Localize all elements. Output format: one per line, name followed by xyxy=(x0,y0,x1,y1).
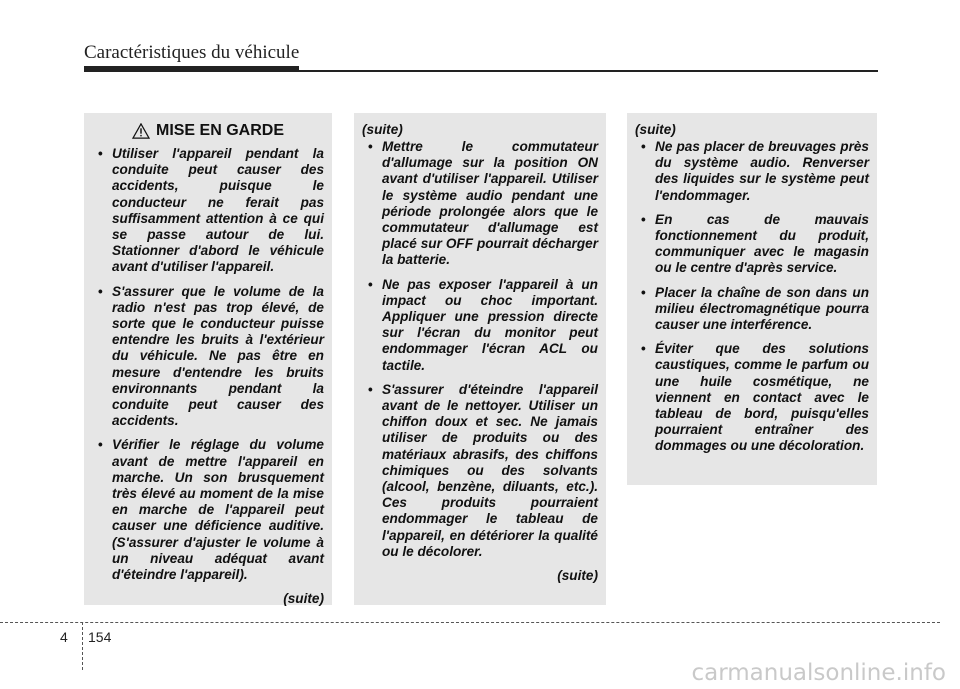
warning-heading xyxy=(92,122,324,140)
warning-list-col1 xyxy=(92,146,324,583)
watermark: carmanualsonline.info xyxy=(691,660,946,686)
list-item: • Mettre le commutateur d'allumage sur la position ON avant d'utiliser l'appareil. Utiliser le système audio pendant une période prolongée alors que le commutateur d'allumage est placé sur OFF pourrait décharger la batterie. xyxy=(368,139,598,268)
warning-panel-col2 xyxy=(354,113,606,605)
suite-continued-label: (suite) xyxy=(283,591,324,607)
list-item: • Ne pas exposer l'appareil à un impact ou choc important. Appliquer une pression directe sur l'écran du monitor peut endommager l'écran ACL ou tactile. xyxy=(368,276,598,373)
list-item: • Ne pas placer de breuvages près du système audio. Renverser des liquides sur le système peut l'endommager. xyxy=(641,139,869,203)
list-item: • Placer la chaîne de son dans un milieu électromagnétique pourra causer une interférence. xyxy=(641,284,869,333)
footer-dashed-rule xyxy=(0,622,940,623)
list-item: • S'assurer que le volume de la radio n'est pas trop élevé, de sorte que le conducteur puisse entendre les bruits à l'extérieur du véhicule. Ne pas être en mesure d'entendre les bruits environnants pendant la conduite peut causer des accidents. xyxy=(98,283,324,429)
chapter-number: 4 xyxy=(60,629,68,645)
footer-dashed-divider xyxy=(82,622,83,670)
warning-heading-text: MISE EN GARDE xyxy=(155,122,284,139)
warning-triangle-icon xyxy=(132,123,150,139)
list-item: • En cas de mauvais fonctionnement du produit, communiquer avec le magasin ou le centre d'après service. xyxy=(641,211,869,276)
suite-continued-label: (suite) xyxy=(557,568,598,584)
list-item: • Éviter que des solutions caustiques, comme le parfum ou une huile cosmétique, ne viennent en contact avec le tableau de bord, puisqu'elles pourraient entraîner des dommages ou une décoloration. xyxy=(641,341,869,454)
suite-label: (suite) xyxy=(635,122,676,137)
list-item: • Vérifier le réglage du volume avant de mettre l'appareil en marche. Un son brusquement très élevé au moment de la mise en marche de l'appareil peut causer une déficience auditive. (S'assurer d'ajuster le volume à un niveau adéquat avant d'éteindre l'appareil). xyxy=(98,437,324,583)
warning-panel-col3 xyxy=(627,113,877,485)
warning-list-col3 xyxy=(635,139,869,455)
header-rule xyxy=(84,70,878,72)
warning-panel-col1 xyxy=(84,113,332,605)
list-item: • Utiliser l'appareil pendant la conduite peut causer des accidents, puisque le conducteur ne ferait pas suffisamment attention à ce qui se passe autour de lui. Stationner d'abord le véhicule avant d'utiliser l'appareil. xyxy=(98,146,324,275)
page-number: 154 xyxy=(88,629,112,645)
suite-label: (suite) xyxy=(362,122,403,137)
list-item: • S'assurer d'éteindre l'appareil avant de le nettoyer. Utiliser un chiffon doux et sec. Ne jamais utiliser de produits ou des matériaux abrasifs, des chiffons chimiques ou des solvants (alcool, benzène, diluants, etc.). Ces produits pourraient endommager le tableau de l'appareil, en détériorer la qualité ou le décolorer. xyxy=(368,381,598,559)
warning-list-col2 xyxy=(362,139,598,560)
page-header-title: Caractéristiques du véhicule xyxy=(84,42,300,63)
